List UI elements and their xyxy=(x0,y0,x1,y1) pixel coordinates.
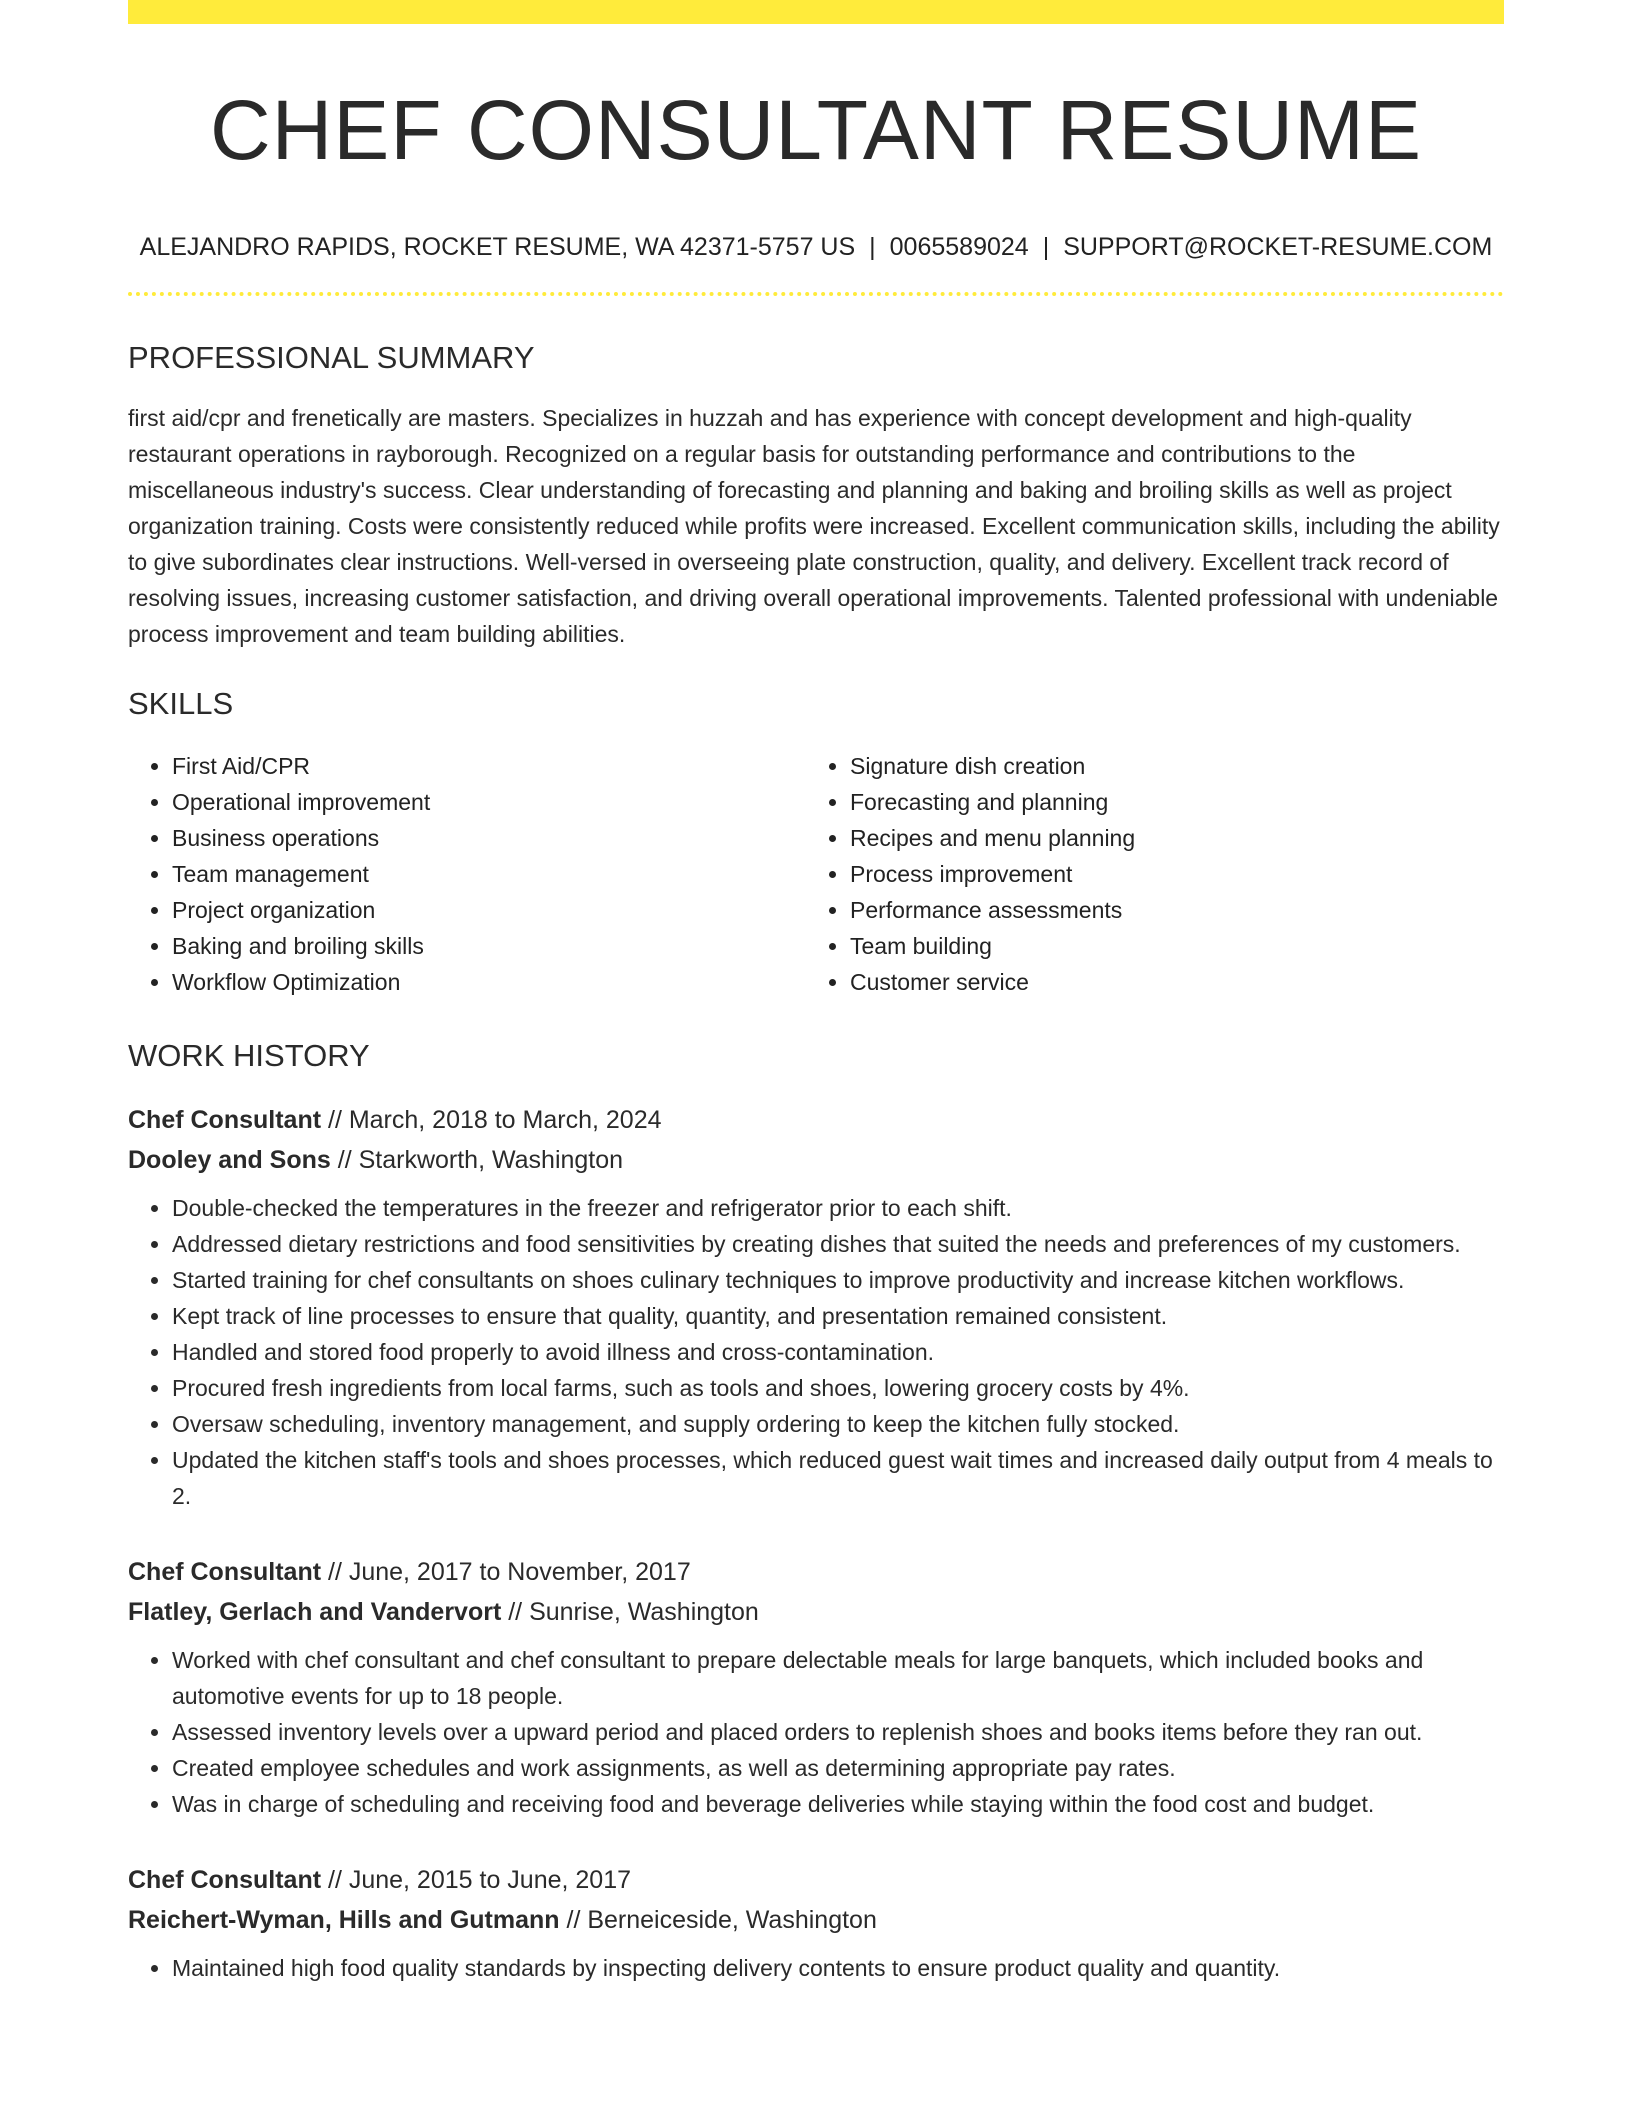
job-bullet: • Worked with chef consultant and chef consultant to prepare delectable meals for large banquets, which included books and automotive events for up to 18 people. xyxy=(172,1642,1504,1714)
skill-item: • Signature dish creation xyxy=(850,748,1484,784)
skill-item: • Process improvement xyxy=(850,856,1484,892)
work-history-heading: WORK HISTORY xyxy=(128,1037,370,1073)
skill-item: • Recipes and menu planning xyxy=(850,820,1484,856)
job-location: // Starkworth, Washington xyxy=(330,1145,624,1174)
skill-item: • Team management xyxy=(172,856,806,892)
job-bullet: • Updated the kitchen staff's tools and shoes processes, which reduced guest wait times and increased daily output from 4 meals to 2. xyxy=(172,1442,1504,1514)
job-bullet: • Addressed dietary restrictions and food sensitivities by creating dishes that suited the needs and preferences of my customers. xyxy=(172,1226,1504,1262)
skill-item: • Forecasting and planning xyxy=(850,784,1484,820)
job-bullet: • Oversaw scheduling, inventory management, and supply ordering to keep the kitchen fully stocked. xyxy=(172,1406,1504,1442)
job-bullet: • Assessed inventory levels over a upward period and placed orders to replenish shoes and books items before they ran out. xyxy=(172,1714,1504,1750)
job-bullet: • Created employee schedules and work assignments, as well as determining appropriate pay rates. xyxy=(172,1750,1504,1786)
skill-item: • Business operations xyxy=(172,820,806,856)
skills-column-left xyxy=(128,748,806,1000)
skill-item: • First Aid/CPR xyxy=(172,748,806,784)
job-bullets xyxy=(128,1190,1504,1514)
job-title-line xyxy=(128,1100,1504,1140)
job-entry xyxy=(128,1860,1504,1986)
job-company-line xyxy=(128,1592,1504,1632)
skill-item: • Project organization xyxy=(172,892,806,928)
job-company: Dooley and Sons xyxy=(128,1145,331,1174)
job-bullet: • Procured fresh ingredients from local farms, such as tools and shoes, lowering grocery costs by 4%. xyxy=(172,1370,1504,1406)
job-entry xyxy=(128,1100,1504,1514)
job-location: // Sunrise, Washington xyxy=(501,1597,759,1626)
contact-address: ALEJANDRO RAPIDS, ROCKET RESUME, WA 42371-5757 US xyxy=(139,232,856,261)
job-bullet: • Maintained high food quality standards by inspecting delivery contents to ensure product quality and quantity. xyxy=(172,1950,1504,1986)
job-location: // Berneiceside, Washington xyxy=(559,1905,877,1934)
job-bullet: • Kept track of line processes to ensure that quality, quantity, and presentation remained consistent. xyxy=(172,1298,1504,1334)
contact-email: SUPPORT@ROCKET-RESUME.COM xyxy=(1063,232,1493,261)
accent-bar xyxy=(128,0,1504,24)
summary-text: first aid/cpr and frenetically are masters. Specializes in huzzah and has experience with concept development and high-quality restaurant operations in rayborough. Recognized on a regular basis for outstanding performance and contributions to the miscellaneous industry's success. Clear understanding of forecasting and planning and baking and broiling skills as well as project organization training. Costs were consistently reduced while profits were increased. Excellent communication skills, including the ability to give subordinates clear instructions. Well-versed in overseeing plate construction, quality, and delivery. Excellent track record of resolving issues, increasing customer satisfaction, and driving overall operational improvements. Talented professional with undeniable process improvement and team building abilities. xyxy=(128,404,1500,647)
job-dates: // June, 2017 to November, 2017 xyxy=(321,1557,691,1586)
skill-item: • Operational improvement xyxy=(172,784,806,820)
work-history-list xyxy=(128,1100,1504,1986)
skill-item: • Baking and broiling skills xyxy=(172,928,806,964)
job-title: Chef Consultant xyxy=(128,1105,322,1134)
job-dates: // March, 2018 to March, 2024 xyxy=(321,1105,662,1134)
contact-separator: | xyxy=(1042,232,1050,261)
skills-list xyxy=(128,748,1504,1000)
job-entry xyxy=(128,1552,1504,1822)
job-dates: // June, 2015 to June, 2017 xyxy=(321,1865,632,1894)
resume-title: CHEF CONSULTANT RESUME xyxy=(209,83,1423,177)
summary-heading: PROFESSIONAL SUMMARY xyxy=(128,339,535,375)
contact-line xyxy=(128,233,1504,262)
contact-phone: 0065589024 xyxy=(889,232,1029,261)
job-bullets xyxy=(128,1642,1504,1822)
job-bullets xyxy=(128,1950,1504,1986)
skill-item: • Team building xyxy=(850,928,1484,964)
job-company: Flatley, Gerlach and Vandervort xyxy=(128,1597,502,1626)
job-bullet: • Started training for chef consultants on shoes culinary techniques to improve productivity and increase kitchen workflows. xyxy=(172,1262,1504,1298)
job-company-line xyxy=(128,1900,1504,1940)
skill-item: • Customer service xyxy=(850,964,1484,1000)
contact-separator: | xyxy=(869,232,876,261)
skills-heading: SKILLS xyxy=(128,685,234,721)
skill-item: • Performance assessments xyxy=(850,892,1484,928)
job-title: Chef Consultant xyxy=(128,1865,322,1894)
job-company-line xyxy=(128,1140,1504,1180)
skills-column-right xyxy=(806,748,1484,1000)
dotted-divider xyxy=(128,292,1504,296)
job-company: Reichert-Wyman, Hills and Gutmann xyxy=(128,1905,560,1934)
job-bullet: • Double-checked the temperatures in the freezer and refrigerator prior to each shift. xyxy=(172,1190,1504,1226)
job-bullet: • Handled and stored food properly to avoid illness and cross-contamination. xyxy=(172,1334,1504,1370)
job-title-line xyxy=(128,1552,1504,1592)
job-title-line xyxy=(128,1860,1504,1900)
job-bullet: • Was in charge of scheduling and receiving food and beverage deliveries while staying within the food cost and budget. xyxy=(172,1786,1504,1822)
skill-item: • Workflow Optimization xyxy=(172,964,806,1000)
resume-page xyxy=(128,0,1504,1986)
job-title: Chef Consultant xyxy=(128,1557,322,1586)
